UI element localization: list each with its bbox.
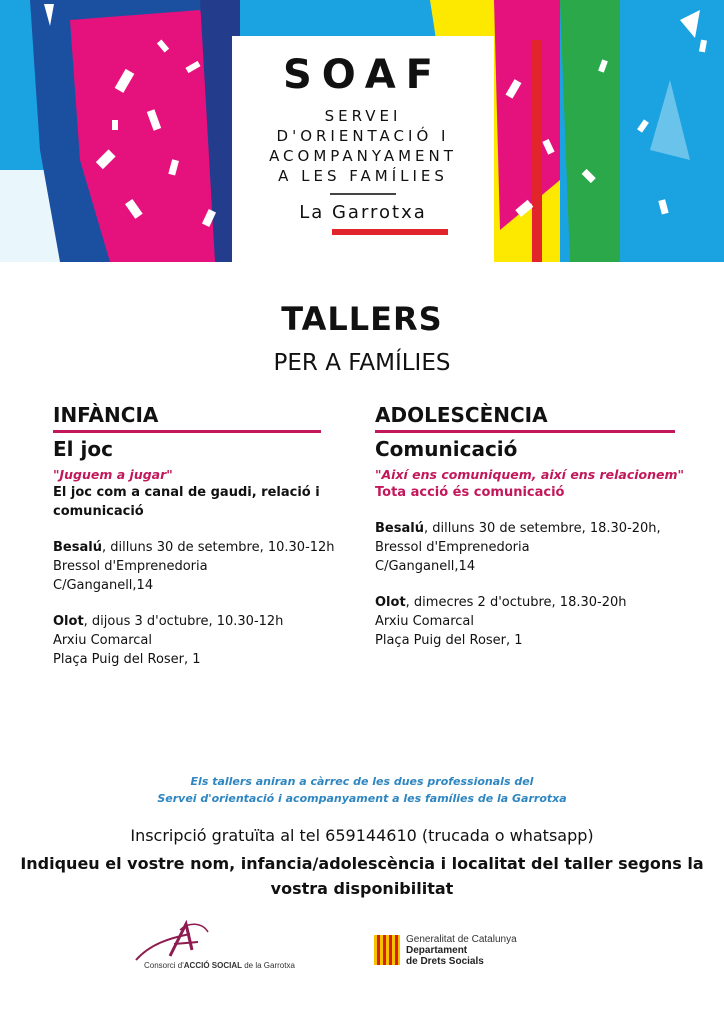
inscription-text: Inscripció gratuïta al tel 659144610 (trucada o whatsapp) xyxy=(130,826,594,845)
soaf-subtitle-line: D'ORIENTACIÓ I xyxy=(276,127,450,145)
generalitat-line: Generalitat de Catalunya xyxy=(406,934,517,945)
session-date xyxy=(375,593,685,612)
session-address: Plaça Puig del Roser, 1 xyxy=(375,633,523,648)
workshop-description: Tota acció és comunicació xyxy=(375,485,565,500)
session-date xyxy=(53,538,365,557)
soaf-title: SOAF xyxy=(282,52,444,98)
workshop-quote: "Juguem a jugar" xyxy=(53,467,173,482)
workshop-quote: "Així ens comuniquem, així ens relacionem" xyxy=(375,467,685,482)
workshop-description: El joc com a canal de gaudi, relació i comunicació xyxy=(53,485,320,519)
professionals-line: Els tallers aniran a càrrec de les dues professionals del xyxy=(190,775,534,788)
category-heading: ADOLESCÈNCIA xyxy=(375,403,548,427)
generalitat-department: Departament xyxy=(406,945,468,956)
header-banner xyxy=(0,0,724,262)
generalitat-department-name: de Drets Socials xyxy=(406,956,484,967)
infancia-column xyxy=(53,402,365,669)
category-heading: INFÀNCIA xyxy=(53,403,159,427)
professionals-line: Servei d'orientació i acompanyament a les famílies de la Garrotxa xyxy=(157,792,567,805)
session-besalu xyxy=(375,519,685,576)
session-olot xyxy=(375,593,685,650)
category-rule xyxy=(375,430,675,433)
region-label: La Garrotxa xyxy=(299,202,427,223)
session-date xyxy=(53,612,365,631)
instructions-text: Indiqueu el vostre nom, infancia/adolescència i localitat del taller segons la vostra disponibilitat xyxy=(20,854,704,898)
session-olot xyxy=(53,612,365,669)
session-when: , dilluns 30 de setembre, 18.30-20h, xyxy=(423,521,661,536)
session-place: Bressol d'Emprenedoria xyxy=(53,559,208,574)
page-subtitle: PER A FAMÍLIES xyxy=(273,350,451,376)
soaf-subtitle-line: SERVEI xyxy=(324,107,402,125)
session-town: Olot xyxy=(375,595,406,610)
session-address: Plaça Puig del Roser, 1 xyxy=(53,652,201,667)
session-date xyxy=(375,519,685,538)
soaf-subtitle-line: ACOMPANYAMENT xyxy=(269,147,457,165)
session-besalu xyxy=(53,538,365,595)
consorci-suffix: de la Garrotxa xyxy=(242,961,295,970)
session-place: Arxiu Comarcal xyxy=(375,614,475,629)
adolescencia-column xyxy=(375,402,685,650)
topic-heading: Comunicació xyxy=(375,437,518,461)
session-when: , dimecres 2 d'octubre, 18.30-20h xyxy=(405,595,627,610)
consorci-bold: ACCIÓ SOCIAL xyxy=(183,961,242,970)
category-rule xyxy=(53,430,321,433)
senyera-icon xyxy=(374,935,400,965)
consorci-logo-text xyxy=(144,961,295,970)
red-accent-bar xyxy=(332,229,448,235)
session-when: , dilluns 30 de setembre, 10.30-12h xyxy=(101,540,335,555)
session-when: , dijous 3 d'octubre, 10.30-12h xyxy=(83,614,284,629)
consorci-accio-social-logo xyxy=(130,920,330,980)
page-title: TALLERS xyxy=(281,300,443,338)
professionals-note xyxy=(0,773,724,807)
session-place: Arxiu Comarcal xyxy=(53,633,153,648)
soaf-subtitle-line: A LES FAMÍLIES xyxy=(278,167,448,185)
generalitat-logo xyxy=(374,933,554,973)
session-address: C/Ganganell,14 xyxy=(375,559,476,574)
session-town: Besalú xyxy=(53,540,102,555)
consorci-a-icon xyxy=(130,920,220,965)
title-divider xyxy=(330,193,396,195)
session-address: C/Ganganell,14 xyxy=(53,578,154,593)
consorci-prefix: Consorci d' xyxy=(144,961,184,970)
soaf-subtitle xyxy=(232,106,494,186)
session-town: Besalú xyxy=(375,521,424,536)
topic-heading: El joc xyxy=(53,437,113,461)
session-town: Olot xyxy=(53,614,84,629)
session-place: Bressol d'Emprenedoria xyxy=(375,540,530,555)
